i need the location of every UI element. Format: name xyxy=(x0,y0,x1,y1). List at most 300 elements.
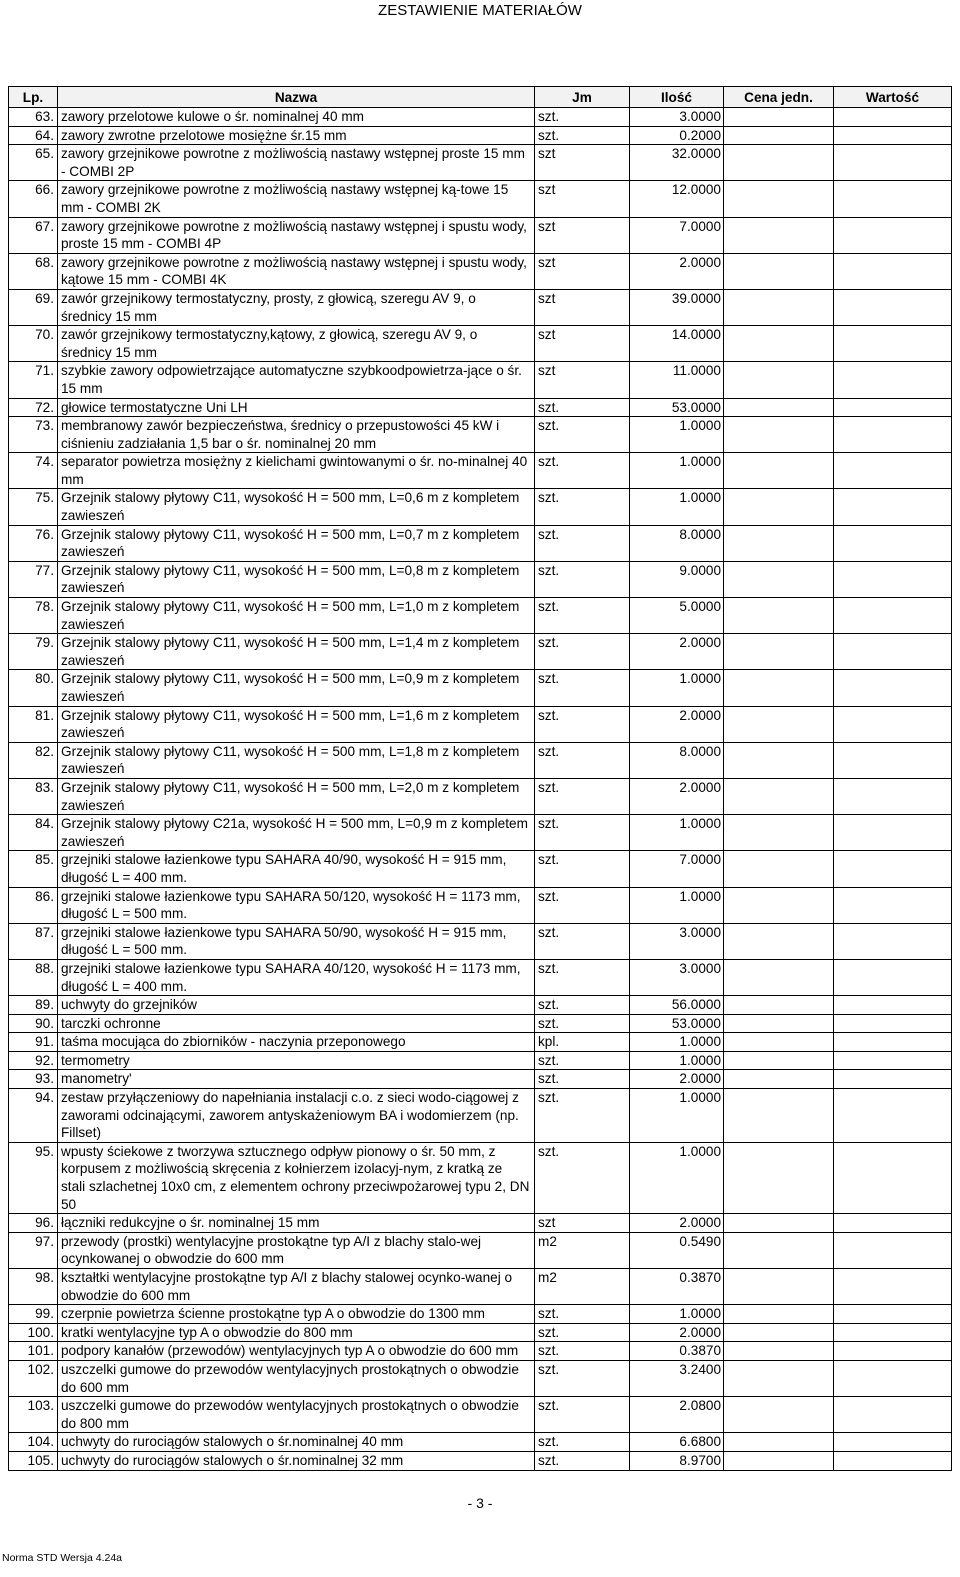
row-unit: m2 xyxy=(535,1232,630,1268)
row-value xyxy=(834,778,952,814)
row-lp: 69. xyxy=(9,289,58,325)
row-unit: szt. xyxy=(535,1397,630,1433)
row-value xyxy=(834,598,952,634)
row-unit: szt. xyxy=(535,398,630,417)
row-unit: szt. xyxy=(535,1070,630,1089)
row-lp: 89. xyxy=(9,996,58,1015)
row-unit: szt. xyxy=(535,706,630,742)
row-value xyxy=(834,670,952,706)
row-name: Grzejnik stalowy płytowy C11, wysokość H = 500 mm, L=2,0 m z kompletem zawieszeń xyxy=(58,778,535,814)
row-name: zestaw przyłączeniowy do napełniania instalacji c.o. z sieci wodo-ciągowej z zaworami odcinającymi, zaworem antyskażeniowym BA i wodomierzem (np. Fillset) xyxy=(58,1089,535,1143)
row-value xyxy=(834,1014,952,1033)
row-lp: 84. xyxy=(9,815,58,851)
row-lp: 99. xyxy=(9,1305,58,1324)
row-quantity: 1.0000 xyxy=(630,1033,724,1052)
row-unit: szt. xyxy=(535,1142,630,1213)
table-row xyxy=(9,561,952,597)
row-name: Grzejnik stalowy płytowy C11, wysokość H = 500 mm, L=0,8 m z kompletem zawieszeń xyxy=(58,561,535,597)
row-unit: szt. xyxy=(535,1451,630,1470)
row-value xyxy=(834,489,952,525)
row-quantity: 0.2000 xyxy=(630,126,724,145)
row-lp: 74. xyxy=(9,453,58,489)
row-lp: 97. xyxy=(9,1232,58,1268)
row-quantity: 14.0000 xyxy=(630,326,724,362)
row-quantity: 2.0000 xyxy=(630,1070,724,1089)
row-name: uszczelki gumowe do przewodów wentylacyjnych prostokątnych o obwodzie do 800 mm xyxy=(58,1397,535,1433)
table-row xyxy=(9,923,952,959)
row-price xyxy=(724,598,834,634)
table-row xyxy=(9,1397,952,1433)
row-price xyxy=(724,108,834,127)
row-name: taśma mocująca do zbiorników - naczynia przeponowego xyxy=(58,1033,535,1052)
table-row xyxy=(9,181,952,217)
row-lp: 77. xyxy=(9,561,58,597)
row-unit: szt xyxy=(535,253,630,289)
table-row xyxy=(9,1214,952,1233)
table-row xyxy=(9,1089,952,1143)
row-lp: 78. xyxy=(9,598,58,634)
table-row xyxy=(9,1142,952,1213)
table-row xyxy=(9,1051,952,1070)
row-unit: szt. xyxy=(535,453,630,489)
row-name: Grzejnik stalowy płytowy C11, wysokość H = 500 mm, L=0,6 m z kompletem zawieszeń xyxy=(58,489,535,525)
row-value xyxy=(834,1070,952,1089)
row-quantity: 53.0000 xyxy=(630,1014,724,1033)
table-row xyxy=(9,815,952,851)
row-quantity: 2.0000 xyxy=(630,706,724,742)
row-value xyxy=(834,145,952,181)
row-value xyxy=(834,1433,952,1452)
row-quantity: 1.0000 xyxy=(630,1142,724,1213)
row-quantity: 11.0000 xyxy=(630,362,724,398)
row-price xyxy=(724,851,834,887)
row-name: Grzejnik stalowy płytowy C11, wysokość H = 500 mm, L=1,4 m z kompletem zawieszeń xyxy=(58,634,535,670)
row-unit: szt. xyxy=(535,1433,630,1452)
row-value xyxy=(834,996,952,1015)
row-price xyxy=(724,959,834,995)
table-row xyxy=(9,145,952,181)
table-row xyxy=(9,778,952,814)
row-unit: szt. xyxy=(535,108,630,127)
table-row xyxy=(9,1323,952,1342)
row-name: Grzejnik stalowy płytowy C11, wysokość H = 500 mm, L=1,0 m z kompletem zawieszeń xyxy=(58,598,535,634)
row-name: zawór grzejnikowy termostatyczny,kątowy, z głowicą, szeregu AV 9, o średnicy 15 mm xyxy=(58,326,535,362)
row-price xyxy=(724,1051,834,1070)
page-number: - 3 - xyxy=(467,1495,493,1511)
row-lp: 71. xyxy=(9,362,58,398)
row-lp: 66. xyxy=(9,181,58,217)
table-row xyxy=(9,996,952,1015)
table-row xyxy=(9,670,952,706)
row-quantity: 32.0000 xyxy=(630,145,724,181)
table-row xyxy=(9,706,952,742)
row-price xyxy=(724,289,834,325)
row-name: Grzejnik stalowy płytowy C11, wysokość H = 500 mm, L=0,9 m z kompletem zawieszeń xyxy=(58,670,535,706)
row-unit: kpl. xyxy=(535,1033,630,1052)
row-name: grzejniki stalowe łazienkowe typu SAHARA 40/120, wysokość H = 1173 mm, długość L = 400 mm. xyxy=(58,959,535,995)
row-unit: szt. xyxy=(535,561,630,597)
table-row xyxy=(9,398,952,417)
table-row xyxy=(9,525,952,561)
row-lp: 104. xyxy=(9,1433,58,1452)
row-name: manometry' xyxy=(58,1070,535,1089)
table-row xyxy=(9,489,952,525)
row-lp: 93. xyxy=(9,1070,58,1089)
row-quantity: 1.0000 xyxy=(630,453,724,489)
row-value xyxy=(834,561,952,597)
row-unit: szt xyxy=(535,289,630,325)
row-unit: szt. xyxy=(535,742,630,778)
row-price xyxy=(724,453,834,489)
row-unit: m2 xyxy=(535,1269,630,1305)
row-unit: szt. xyxy=(535,598,630,634)
row-quantity: 7.0000 xyxy=(630,217,724,253)
row-unit: szt. xyxy=(535,1342,630,1361)
row-value xyxy=(834,289,952,325)
row-lp: 80. xyxy=(9,670,58,706)
row-unit: szt. xyxy=(535,634,630,670)
row-name: zawory grzejnikowe powrotne z możliwością nastawy wstępnej proste 15 mm - COMBI 2P xyxy=(58,145,535,181)
row-price xyxy=(724,1305,834,1324)
row-unit: szt. xyxy=(535,815,630,851)
row-quantity: 8.0000 xyxy=(630,742,724,778)
row-value xyxy=(834,126,952,145)
row-name: Grzejnik stalowy płytowy C11, wysokość H = 500 mm, L=0,7 m z kompletem zawieszeń xyxy=(58,525,535,561)
row-value xyxy=(834,923,952,959)
row-unit: szt. xyxy=(535,417,630,453)
row-quantity: 1.0000 xyxy=(630,489,724,525)
table-row xyxy=(9,598,952,634)
row-lp: 90. xyxy=(9,1014,58,1033)
row-value xyxy=(834,108,952,127)
row-value xyxy=(834,1089,952,1143)
row-price xyxy=(724,1397,834,1433)
row-quantity: 2.0800 xyxy=(630,1397,724,1433)
row-quantity: 0.3870 xyxy=(630,1269,724,1305)
table-row xyxy=(9,362,952,398)
row-lp: 82. xyxy=(9,742,58,778)
row-lp: 101. xyxy=(9,1342,58,1361)
table-header-row xyxy=(9,87,952,108)
row-unit: szt. xyxy=(535,1360,630,1396)
row-unit: szt xyxy=(535,145,630,181)
col-header-lp: Lp. xyxy=(9,87,58,108)
row-price xyxy=(724,706,834,742)
row-quantity: 39.0000 xyxy=(630,289,724,325)
row-price xyxy=(724,923,834,959)
row-unit: szt xyxy=(535,362,630,398)
row-name: szybkie zawory odpowietrzające automatyczne szybkoodpowietrza-jące o śr. 15 mm xyxy=(58,362,535,398)
row-price xyxy=(724,1323,834,1342)
row-lp: 87. xyxy=(9,923,58,959)
row-quantity: 12.0000 xyxy=(630,181,724,217)
row-price xyxy=(724,1033,834,1052)
row-value xyxy=(834,1305,952,1324)
row-price xyxy=(724,145,834,181)
row-price xyxy=(724,398,834,417)
table-row xyxy=(9,453,952,489)
row-lp: 103. xyxy=(9,1397,58,1433)
row-value xyxy=(834,634,952,670)
row-name: zawory grzejnikowe powrotne z możliwością nastawy wstępnej ką-towe 15 mm - COMBI 2K xyxy=(58,181,535,217)
row-quantity: 6.6800 xyxy=(630,1433,724,1452)
table-row xyxy=(9,959,952,995)
row-unit: szt. xyxy=(535,778,630,814)
col-header-qty: Ilość xyxy=(630,87,724,108)
table-row xyxy=(9,742,952,778)
row-unit: szt. xyxy=(535,670,630,706)
row-value xyxy=(834,1142,952,1213)
table-row xyxy=(9,1360,952,1396)
table-row xyxy=(9,1014,952,1033)
table-row xyxy=(9,887,952,923)
row-name: separator powietrza mosiężny z kielichami gwintowanymi o śr. no-minalnej 40 mm xyxy=(58,453,535,489)
row-name: czerpnie powietrza ścienne prostokątne typ A o obwodzie do 1300 mm xyxy=(58,1305,535,1324)
table-row xyxy=(9,253,952,289)
row-value xyxy=(834,1269,952,1305)
row-price xyxy=(724,742,834,778)
row-quantity: 3.0000 xyxy=(630,959,724,995)
row-quantity: 3.0000 xyxy=(630,923,724,959)
row-name: uchwyty do grzejników xyxy=(58,996,535,1015)
row-name: kształtki wentylacyjne prostokątne typ A/I z blachy stalowej ocynko-wanej o obwodzie do 600 mm xyxy=(58,1269,535,1305)
row-value xyxy=(834,525,952,561)
row-name: kratki wentylacyjne typ A o obwodzie do 800 mm xyxy=(58,1323,535,1342)
table-row xyxy=(9,1070,952,1089)
row-value xyxy=(834,398,952,417)
row-quantity: 1.0000 xyxy=(630,1051,724,1070)
row-lp: 86. xyxy=(9,887,58,923)
row-unit: szt. xyxy=(535,923,630,959)
row-value xyxy=(834,362,952,398)
row-value xyxy=(834,1232,952,1268)
footer-note: Norma STD Wersja 4.24a xyxy=(2,1552,123,1564)
row-quantity: 56.0000 xyxy=(630,996,724,1015)
row-lp: 83. xyxy=(9,778,58,814)
row-price xyxy=(724,1070,834,1089)
row-name: łączniki redukcyjne o śr. nominalnej 15 mm xyxy=(58,1214,535,1233)
row-lp: 92. xyxy=(9,1051,58,1070)
row-quantity: 53.0000 xyxy=(630,398,724,417)
row-quantity: 8.0000 xyxy=(630,525,724,561)
row-name: tarczki ochronne xyxy=(58,1014,535,1033)
row-lp: 91. xyxy=(9,1033,58,1052)
row-unit: szt. xyxy=(535,1089,630,1143)
row-value xyxy=(834,1051,952,1070)
row-quantity: 1.0000 xyxy=(630,417,724,453)
row-value xyxy=(834,1323,952,1342)
table-row xyxy=(9,108,952,127)
table-row xyxy=(9,1305,952,1324)
row-value xyxy=(834,1451,952,1470)
row-quantity: 1.0000 xyxy=(630,670,724,706)
row-name: membranowy zawór bezpieczeństwa, średnicy o przepustowości 45 kW i ciśnieniu zadziałania 1,5 bar o śr. nominalnej 20 mm xyxy=(58,417,535,453)
row-name: przewody (prostki) wentylacyjne prostokątne typ A/I z blachy stalo-wej ocynkowanej o obwodzie do 600 mm xyxy=(58,1232,535,1268)
row-value xyxy=(834,181,952,217)
row-quantity: 3.2400 xyxy=(630,1360,724,1396)
row-value xyxy=(834,326,952,362)
row-price xyxy=(724,217,834,253)
row-unit: szt. xyxy=(535,1305,630,1324)
row-value xyxy=(834,706,952,742)
row-lp: 102. xyxy=(9,1360,58,1396)
row-quantity: 1.0000 xyxy=(630,887,724,923)
row-lp: 63. xyxy=(9,108,58,127)
table-row xyxy=(9,1232,952,1268)
row-price xyxy=(724,778,834,814)
row-quantity: 9.0000 xyxy=(630,561,724,597)
row-unit: szt. xyxy=(535,851,630,887)
row-price xyxy=(724,1214,834,1233)
row-lp: 105. xyxy=(9,1451,58,1470)
row-lp: 95. xyxy=(9,1142,58,1213)
row-quantity: 1.0000 xyxy=(630,1089,724,1143)
row-name: uchwyty do rurociągów stalowych o śr.nominalnej 32 mm xyxy=(58,1451,535,1470)
row-lp: 98. xyxy=(9,1269,58,1305)
table-row xyxy=(9,417,952,453)
row-name: Grzejnik stalowy płytowy C11, wysokość H = 500 mm, L=1,8 m z kompletem zawieszeń xyxy=(58,742,535,778)
row-lp: 79. xyxy=(9,634,58,670)
row-quantity: 2.0000 xyxy=(630,778,724,814)
table-body xyxy=(9,108,952,1471)
row-price xyxy=(724,887,834,923)
row-value xyxy=(834,1360,952,1396)
row-name: Grzejnik stalowy płytowy C21a, wysokość H = 500 mm, L=0,9 m z kompletem zawieszeń xyxy=(58,815,535,851)
row-price xyxy=(724,417,834,453)
row-value xyxy=(834,815,952,851)
row-quantity: 8.9700 xyxy=(630,1451,724,1470)
table-row xyxy=(9,1342,952,1361)
row-name: uchwyty do rurociągów stalowych o śr.nominalnej 40 mm xyxy=(58,1433,535,1452)
row-name: podpory kanałów (przewodów) wentylacyjnych typ A o obwodzie do 600 mm xyxy=(58,1342,535,1361)
table-row xyxy=(9,1033,952,1052)
row-unit: szt. xyxy=(535,1323,630,1342)
row-unit: szt. xyxy=(535,959,630,995)
row-value xyxy=(834,1397,952,1433)
row-name: zawory zwrotne przelotowe mosiężne śr.15 mm xyxy=(58,126,535,145)
row-price xyxy=(724,996,834,1015)
row-value xyxy=(834,742,952,778)
row-lp: 81. xyxy=(9,706,58,742)
table-row xyxy=(9,126,952,145)
row-lp: 94. xyxy=(9,1089,58,1143)
row-lp: 64. xyxy=(9,126,58,145)
row-unit: szt xyxy=(535,326,630,362)
row-unit: szt. xyxy=(535,126,630,145)
row-quantity: 0.3870 xyxy=(630,1342,724,1361)
row-unit: szt. xyxy=(535,525,630,561)
row-price xyxy=(724,1360,834,1396)
row-value xyxy=(834,1214,952,1233)
row-price xyxy=(724,489,834,525)
row-price xyxy=(724,1342,834,1361)
row-name: zawory przelotowe kulowe o śr. nominalnej 40 mm xyxy=(58,108,535,127)
row-quantity: 5.0000 xyxy=(630,598,724,634)
row-quantity: 0.5490 xyxy=(630,1232,724,1268)
row-lp: 73. xyxy=(9,417,58,453)
row-price xyxy=(724,1433,834,1452)
row-value xyxy=(834,1342,952,1361)
row-lp: 76. xyxy=(9,525,58,561)
row-lp: 96. xyxy=(9,1214,58,1233)
row-price xyxy=(724,1451,834,1470)
row-name: Grzejnik stalowy płytowy C11, wysokość H = 500 mm, L=1,6 m z kompletem zawieszeń xyxy=(58,706,535,742)
row-value xyxy=(834,253,952,289)
row-name: grzejniki stalowe łazienkowe typu SAHARA 40/90, wysokość H = 915 mm, długość L = 400 mm. xyxy=(58,851,535,887)
row-lp: 65. xyxy=(9,145,58,181)
row-quantity: 2.0000 xyxy=(630,634,724,670)
table-row xyxy=(9,217,952,253)
row-lp: 85. xyxy=(9,851,58,887)
row-price xyxy=(724,253,834,289)
col-header-value: Wartość xyxy=(834,87,952,108)
table-row xyxy=(9,326,952,362)
col-header-price: Cena jedn. xyxy=(724,87,834,108)
materials-table xyxy=(8,86,952,1471)
row-lp: 68. xyxy=(9,253,58,289)
row-price xyxy=(724,815,834,851)
row-lp: 70. xyxy=(9,326,58,362)
row-unit: szt. xyxy=(535,489,630,525)
row-price xyxy=(724,1232,834,1268)
row-name: grzejniki stalowe łazienkowe typu SAHARA 50/120, wysokość H = 1173 mm, długość L = 500 mm. xyxy=(58,887,535,923)
row-value xyxy=(834,417,952,453)
row-name: zawory grzejnikowe powrotne z możliwością nastawy wstępnej i spustu wody, kątowe 15 mm - COMBI 4K xyxy=(58,253,535,289)
row-lp: 75. xyxy=(9,489,58,525)
row-price xyxy=(724,326,834,362)
row-quantity: 2.0000 xyxy=(630,253,724,289)
row-quantity: 1.0000 xyxy=(630,1305,724,1324)
page-title: ZESTAWIENIE MATERIAŁÓW xyxy=(378,2,582,19)
row-price xyxy=(724,1142,834,1213)
col-header-name: Nazwa xyxy=(58,87,535,108)
table-row xyxy=(9,851,952,887)
row-price xyxy=(724,525,834,561)
row-unit: szt xyxy=(535,217,630,253)
row-unit: szt. xyxy=(535,1014,630,1033)
row-quantity: 2.0000 xyxy=(630,1323,724,1342)
row-price xyxy=(724,634,834,670)
row-price xyxy=(724,126,834,145)
row-name: uszczelki gumowe do przewodów wentylacyjnych prostokątnych o obwodzie do 600 mm xyxy=(58,1360,535,1396)
row-price xyxy=(724,670,834,706)
row-name: głowice termostatyczne Uni LH xyxy=(58,398,535,417)
row-lp: 67. xyxy=(9,217,58,253)
row-value xyxy=(834,851,952,887)
row-quantity: 2.0000 xyxy=(630,1214,724,1233)
row-name: termometry xyxy=(58,1051,535,1070)
table-row xyxy=(9,634,952,670)
row-price xyxy=(724,362,834,398)
row-value xyxy=(834,1033,952,1052)
row-value xyxy=(834,453,952,489)
table-row xyxy=(9,1451,952,1470)
table-row xyxy=(9,1269,952,1305)
row-value xyxy=(834,887,952,923)
row-price xyxy=(724,1089,834,1143)
row-price xyxy=(724,181,834,217)
row-quantity: 3.0000 xyxy=(630,108,724,127)
table-row xyxy=(9,1433,952,1452)
row-lp: 100. xyxy=(9,1323,58,1342)
row-name: grzejniki stalowe łazienkowe typu SAHARA 50/90, wysokość H = 915 mm, długość L = 500 mm. xyxy=(58,923,535,959)
row-unit: szt. xyxy=(535,1051,630,1070)
row-value xyxy=(834,217,952,253)
row-lp: 72. xyxy=(9,398,58,417)
row-quantity: 1.0000 xyxy=(630,815,724,851)
col-header-jm: Jm xyxy=(535,87,630,108)
row-lp: 88. xyxy=(9,959,58,995)
